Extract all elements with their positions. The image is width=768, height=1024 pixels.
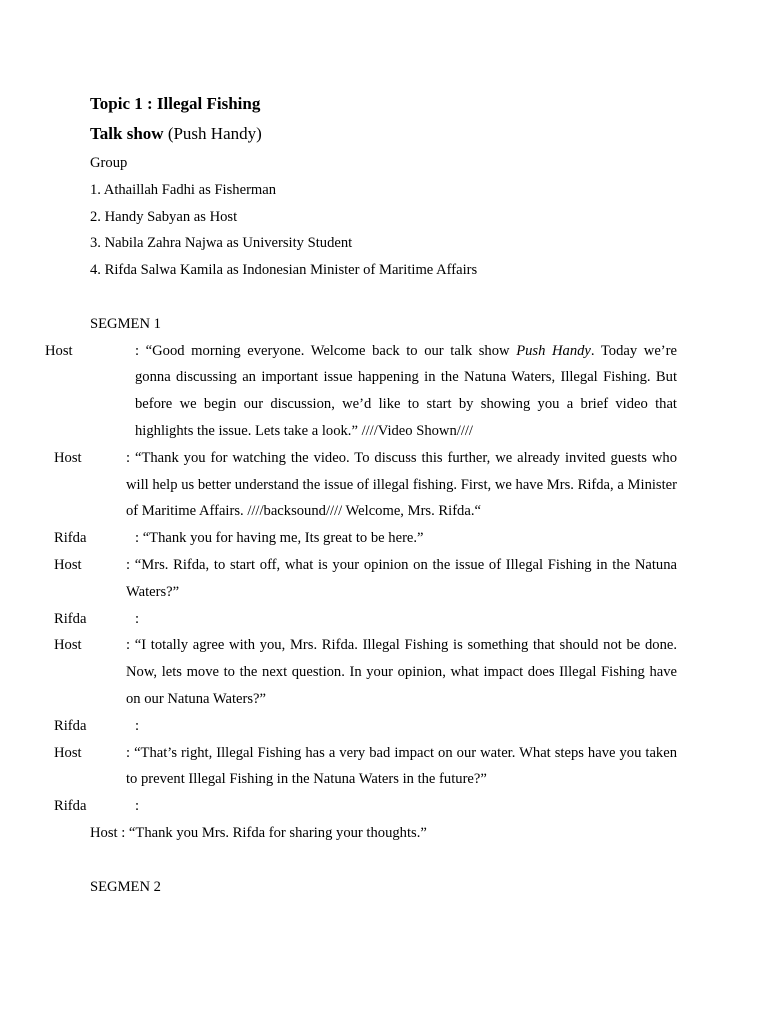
group-member-3: 3. Nabila Zahra Najwa as University Student: [90, 235, 353, 252]
speaker-label: Rifda: [54, 530, 87, 547]
dialogue-turn-host-1: [45, 338, 677, 445]
dialogue-turn-rifda-4: [54, 793, 677, 820]
show-name: Push Handy: [516, 342, 591, 359]
dialogue-text: : “Mrs. Rifda, to start off, what is your opinion on the issue of Illegal Fishing in the Natuna Waters?”: [126, 556, 677, 600]
document-subtitle: [90, 121, 677, 147]
group-member-1: 1. Athaillah Fadhi as Fisherman: [90, 181, 277, 198]
segment-heading-2: SEGMEN 2: [90, 878, 161, 895]
dialogue-text: :: [135, 717, 140, 734]
group-member-4: 4. Rifda Salwa Kamila as Indonesian Minister of Maritime Affairs: [90, 262, 478, 279]
subtitle-bold: Talk show: [90, 124, 164, 143]
dialogue-turn-host-3: [54, 552, 677, 606]
dialogue-turn-rifda-3: [54, 713, 677, 740]
speaker-label: Host: [54, 449, 82, 466]
dialogue-text: : “That’s right, Illegal Fishing has a very bad impact on our water. What steps have you taken to prevent Illegal Fishing in the Natuna Waters in the future?”: [126, 744, 677, 788]
dialogue-turn-host-4: [54, 632, 677, 712]
dialogue-text-cont: . Today we’re gonna discussing an important issue happening in the Natuna Waters, Illegal Fishing. But before we begin our discussion, we’d like to start by showing you a brief video that highlights the issue. Lets take a look.” ////Video Shown////: [135, 342, 677, 439]
dialogue-turn-host-5: [54, 740, 677, 794]
speaker-label: Host: [45, 342, 73, 359]
speaker-label: Rifda: [54, 610, 87, 627]
document-title: Topic 1 : Illegal Fishing: [90, 94, 261, 113]
group-label: Group: [90, 155, 128, 171]
speaker-label: Rifda: [54, 798, 87, 815]
dialogue-text: : “I totally agree with you, Mrs. Rifda. Illegal Fishing is something that should not be done. Now, lets move to the next question. In your opinion, what impact does Illegal Fishing have on our Natuna Waters?”: [126, 637, 677, 707]
document-page: [45, 92, 677, 900]
speaker-label: Host: [54, 744, 82, 761]
dialogue-turn-host-2: [54, 445, 677, 525]
dialogue-text: : “Thank you for having me, Its great to be here.”: [135, 530, 424, 547]
speaker-label: Host: [54, 556, 82, 573]
dialogue-text: :: [135, 610, 140, 627]
speaker-label: Rifda: [54, 717, 87, 734]
segment-heading-1: SEGMEN 1: [90, 315, 161, 332]
dialogue-turn-rifda-2: [54, 606, 677, 633]
group-member-2: 2. Handy Sabyan as Host: [90, 208, 238, 225]
spacer: [90, 284, 677, 311]
subtitle-rest: (Push Handy): [163, 124, 262, 143]
dialogue-turn-rifda-1: [54, 525, 677, 552]
dialogue-text: : “Good morning everyone. Welcome back to our talk show: [135, 342, 517, 359]
speaker-label: Host: [54, 637, 82, 654]
dialogue-text: : “Thank you for watching the video. To discuss this further, we already invited guests who will help us better understand the issue of illegal fishing. First, we have Mrs. Rifda, a Minister of Maritime Affairs. ////backsound//// Welcome, Mrs. Rifda.“: [126, 449, 677, 520]
spacer: [90, 847, 677, 874]
dialogue-turn-host-6: Host : “Thank you Mrs. Rifda for sharing your thoughts.”: [90, 824, 427, 841]
dialogue-text: :: [135, 798, 140, 815]
